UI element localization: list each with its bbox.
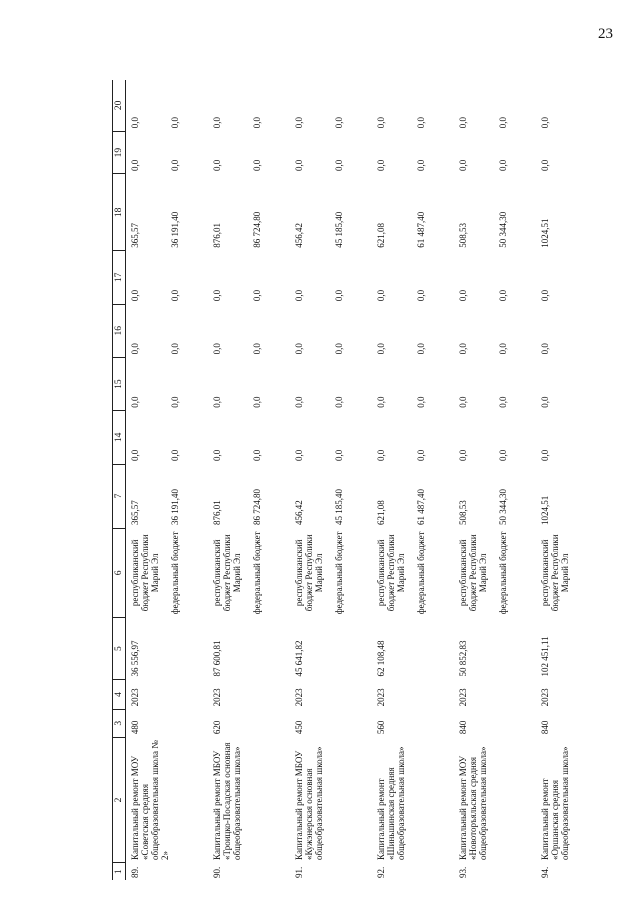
object-name: Капитальный ремонт МОУ «Советская средняя общеобразовательная школа № 2»	[130, 740, 171, 860]
value-c14: 0,0	[498, 449, 508, 462]
value-c14: 0,0	[334, 449, 344, 462]
value-c20: 0,0	[130, 117, 140, 129]
object-name: Капитальный ремонт МБОУ «Кужэнерская основная общеобразовательная школа»	[294, 746, 325, 860]
total-cost: 62 108,48	[376, 640, 386, 677]
value-c18: 50 344,30	[498, 211, 508, 248]
value-c14: 0,0	[540, 449, 550, 462]
value-c20: 0,0	[458, 117, 468, 129]
value-c18: 1024,51	[540, 218, 550, 248]
value-c18: 86 724,80	[252, 211, 262, 248]
value-c20: 0,0	[334, 117, 344, 129]
value-c18: 365,57	[130, 222, 140, 248]
value-c20: 0,0	[294, 117, 304, 129]
value-c15: 0,0	[540, 396, 550, 408]
value-c7: 36 191,40	[170, 489, 180, 526]
table-row	[454, 80, 494, 880]
value-c18: 621,08	[376, 222, 386, 248]
value-c15: 0,0	[252, 396, 262, 408]
row-number: 91.	[294, 866, 304, 878]
value-c15: 0,0	[498, 396, 508, 408]
value-c7: 456,42	[294, 500, 304, 526]
value-c17: 0,0	[416, 289, 426, 302]
year-value: 2023	[212, 688, 222, 707]
value-c19: 0,0	[416, 159, 426, 171]
header-col-14: 14	[113, 411, 126, 464]
value-c17: 0,0	[376, 289, 386, 302]
value-c17: 0,0	[170, 289, 180, 302]
row-number: 90.	[212, 866, 222, 878]
col-3-value: 450	[294, 720, 304, 735]
value-c20: 0,0	[498, 117, 508, 129]
header-col-17: 17	[113, 251, 126, 304]
value-c16: 0,0	[170, 343, 180, 355]
value-c15: 0,0	[334, 396, 344, 408]
year-value: 2023	[130, 688, 140, 707]
value-c14: 0,0	[376, 449, 386, 462]
funding-source: федеральный бюджет	[498, 531, 508, 615]
value-c15: 0,0	[416, 396, 426, 408]
funding-source: республиканский бюджет Республики Марий Эл	[458, 534, 489, 612]
funding-source: федеральный бюджет	[252, 531, 262, 615]
value-c19: 0,0	[294, 159, 304, 171]
total-cost: 102 451,11	[540, 636, 550, 677]
row-number: 89.	[130, 866, 140, 878]
funding-source: республиканский бюджет Республики Марий Эл	[130, 534, 161, 612]
header-col-18: 18	[113, 174, 126, 251]
value-c19: 0,0	[170, 159, 180, 171]
col-3-value: 480	[130, 720, 140, 735]
value-c15: 0,0	[170, 396, 180, 408]
value-c7: 621,08	[376, 500, 386, 526]
row-number: 92.	[376, 866, 386, 878]
value-c16: 0,0	[252, 343, 262, 355]
value-c16: 0,0	[458, 343, 468, 355]
value-c19: 0,0	[458, 159, 468, 171]
value-c14: 0,0	[294, 449, 304, 462]
value-c18: 508,53	[458, 222, 468, 248]
col-3-value: 840	[458, 720, 468, 735]
header-col-7: 7	[113, 464, 126, 528]
funding-source: республиканский бюджет Республики Марий Эл	[294, 534, 325, 612]
col-3-value: 840	[540, 720, 550, 735]
header-col-2: 2	[113, 737, 126, 863]
header-col-3: 3	[113, 709, 126, 737]
header-col-5: 5	[113, 618, 126, 680]
value-c20: 0,0	[212, 117, 222, 129]
total-cost: 36 556,97	[130, 640, 140, 677]
value-c14: 0,0	[170, 449, 180, 462]
value-c16: 0,0	[294, 343, 304, 355]
funding-source: федеральный бюджет	[334, 531, 344, 615]
object-name: Капитальный ремонт МОУ «Новоторъяльская средняя общеобразовательная школа»	[458, 746, 489, 860]
value-c15: 0,0	[212, 396, 222, 408]
value-c14: 0,0	[458, 449, 468, 462]
col-3-value: 560	[376, 720, 386, 735]
rotated-table-container	[112, 80, 624, 880]
value-c14: 0,0	[212, 449, 222, 462]
value-c17: 0,0	[334, 289, 344, 302]
value-c17: 0,0	[130, 289, 140, 302]
header-col-16: 16	[113, 304, 126, 357]
object-name: Капитальный ремонт «Оршанская средняя общеобразовательная школа»	[540, 746, 571, 860]
value-c18: 61 487,40	[416, 211, 426, 248]
funding-source: федеральный бюджет	[170, 531, 180, 615]
value-c19: 0,0	[252, 159, 262, 171]
table-row	[536, 80, 576, 880]
value-c18: 876,01	[212, 222, 222, 248]
total-cost: 45 641,82	[294, 640, 304, 677]
table-body	[126, 80, 577, 880]
header-col-19: 19	[113, 131, 126, 174]
value-c19: 0,0	[334, 159, 344, 171]
value-c19: 0,0	[376, 159, 386, 171]
value-c18: 45 185,40	[334, 211, 344, 248]
table-row	[372, 80, 412, 880]
value-c17: 0,0	[498, 289, 508, 302]
value-c7: 61 487,40	[416, 489, 426, 526]
value-c14: 0,0	[130, 449, 140, 462]
header-col-15: 15	[113, 357, 126, 410]
year-value: 2023	[376, 688, 386, 707]
budget-table	[112, 80, 576, 880]
funding-source: республиканский бюджет Республики Марий Эл	[376, 534, 407, 612]
value-c18: 36 191,40	[170, 211, 180, 248]
page-number: 23	[598, 26, 613, 42]
row-number: 93.	[458, 866, 468, 878]
header-col-20: 20	[113, 80, 126, 131]
funding-source: республиканский бюджет Республики Марий Эл	[540, 534, 571, 612]
value-c7: 50 344,30	[498, 489, 508, 526]
value-c17: 0,0	[540, 289, 550, 302]
value-c14: 0,0	[252, 449, 262, 462]
value-c15: 0,0	[130, 396, 140, 408]
year-value: 2023	[294, 688, 304, 707]
value-c17: 0,0	[458, 289, 468, 302]
value-c20: 0,0	[376, 117, 386, 129]
value-c16: 0,0	[334, 343, 344, 355]
value-c16: 0,0	[498, 343, 508, 355]
funding-source: республиканский бюджет Республики Марий Эл	[212, 534, 243, 612]
value-c20: 0,0	[416, 117, 426, 129]
value-c20: 0,0	[540, 117, 550, 129]
value-c17: 0,0	[294, 289, 304, 302]
value-c20: 0,0	[252, 117, 262, 129]
value-c19: 0,0	[130, 159, 140, 171]
value-c16: 0,0	[540, 343, 550, 355]
header-col-4: 4	[113, 680, 126, 710]
value-c14: 0,0	[416, 449, 426, 462]
table-row	[208, 80, 248, 880]
value-c7: 876,01	[212, 500, 222, 526]
row-number: 94.	[540, 866, 550, 878]
col-3-value: 620	[212, 720, 222, 735]
header-col-6: 6	[113, 528, 126, 618]
value-c7: 1024,51	[540, 495, 550, 526]
value-c17: 0,0	[252, 289, 262, 302]
value-c15: 0,0	[458, 396, 468, 408]
total-cost: 87 600,81	[212, 640, 222, 677]
year-value: 2023	[458, 688, 468, 707]
year-value: 2023	[540, 688, 550, 707]
value-c16: 0,0	[376, 343, 386, 355]
table-row	[290, 80, 330, 880]
value-c7: 365,57	[130, 500, 140, 526]
value-c19: 0,0	[540, 159, 550, 171]
value-c7: 86 724,80	[252, 489, 262, 526]
value-c15: 0,0	[294, 396, 304, 408]
value-c16: 0,0	[212, 343, 222, 355]
value-c16: 0,0	[130, 343, 140, 355]
total-cost: 50 852,83	[458, 640, 468, 677]
table-header-row	[113, 80, 126, 880]
header-col-1: 1	[113, 863, 126, 880]
value-c7: 508,53	[458, 500, 468, 526]
value-c19: 0,0	[498, 159, 508, 171]
value-c18: 456,42	[294, 222, 304, 248]
object-name: Капитальный ремонт «Шиньшинская средняя общеобразовательная школа»	[376, 746, 407, 860]
value-c16: 0,0	[416, 343, 426, 355]
table-row	[126, 80, 167, 880]
value-c15: 0,0	[376, 396, 386, 408]
value-c7: 45 185,40	[334, 489, 344, 526]
funding-source: федеральный бюджет	[416, 531, 426, 615]
value-c20: 0,0	[170, 117, 180, 129]
value-c19: 0,0	[212, 159, 222, 171]
value-c17: 0,0	[212, 289, 222, 302]
object-name: Капитальный ремонт МБОУ «Троицко-Посадская основная общеобразовательная школа»	[212, 742, 243, 860]
